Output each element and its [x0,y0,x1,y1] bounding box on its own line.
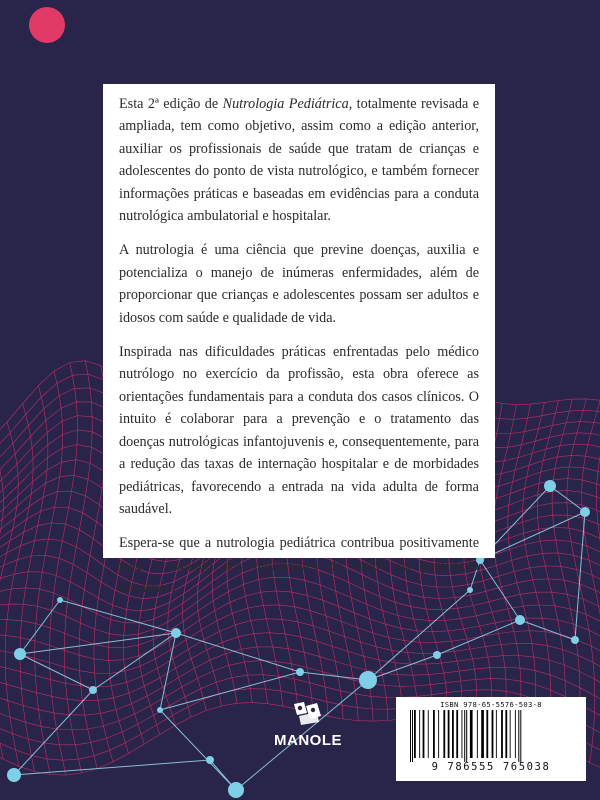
blurb-paragraph-1: Esta 2ª edição de Nutrologia Pediátrica, totalmente revisada e ampliada, tem como objetivo, assim como a edição anterior, auxiliar os profissionais de saúde que tratam de crianças e adolescentes do ponto de vista nutrológico, e também fornecer informações práticas e baseadas em evidências para a conduta nutrológica ambulatorial e hospitalar. [119,96,479,225]
barcode-box [396,697,586,781]
barcode-bar [518,710,519,762]
barcode-bar [419,710,420,758]
barcode-bar [462,710,463,758]
barcode-bar [448,710,450,758]
barcode-bar [477,710,478,758]
barcode-bar [501,710,503,758]
barcode-bar [414,710,416,758]
network-node [544,480,556,492]
book-title: Nutrologia Pediátrica [222,96,349,112]
accent-dot [29,7,65,43]
network-node [571,636,579,644]
network-node [206,756,214,764]
barcode-bar [410,710,411,762]
barcode-bar [428,710,429,758]
barcode-bar [438,710,439,758]
network-node [7,768,21,782]
barcode-bar [412,710,413,762]
barcode-bar [486,710,488,758]
barcode-bar [443,710,445,758]
barcode-bar [466,710,467,762]
network-node [89,686,97,694]
network-node [433,651,441,659]
barcode-bar [505,710,507,758]
network-node [171,628,181,638]
barcode-bar [470,710,473,758]
network-node [515,615,525,625]
barcode-bar [423,710,425,758]
network-node [296,668,304,676]
barcode-bar [433,710,435,758]
barcode-bar [510,710,511,758]
network-node [14,648,26,660]
barcode [402,710,580,762]
isbn-label: ISBN 978-65-5576-503-8 [440,700,542,709]
manole-logo-icon [291,700,325,726]
blurb-paragraph-3: Inspirada nas dificuldades práticas enfrentadas pelo médico nutrólogo no exercício da profissão, esta obra oferece as orientações fundamentais para a conduta dos casos clínicos. O intuito é colaborar para a prevenção e o tratamento das doenças nutrológicas infantojuvenis e, consequentemente, para a redução das taxas de internação hospitalar e de morbidades pediátricas, favorecendo a entrada na vida adulta de forma saudável. [119,344,479,517]
network-node [580,507,590,517]
blurb-paragraph-2: A nutrologia é uma ciência que previne doenças, auxilia e potencializa o manejo de inúmeras enfermidades, além de proporcionar que crianças e adolescentes possam ser adultos e idosos com saúde e qualidade de vida. [119,242,479,326]
barcode-number: 9 786555 765038 [431,761,551,773]
publisher-name: MANOLE [274,732,342,749]
back-cover-blurb [103,84,495,597]
barcode-bar [515,710,516,758]
barcode-bar [520,710,521,762]
barcode-bar [452,710,454,758]
barcode-bar [496,710,497,758]
network-node [228,782,244,798]
barcode-bar [456,710,458,758]
blurb-paragraph-4: Espera-se que a nutrologia pediátrica contribua positivamente para o avanço dos indicadores de saúde da população brasileira. [119,535,479,597]
publisher-logo [268,700,348,749]
barcode-bar [492,710,494,758]
network-node [359,671,377,689]
network-node [157,707,163,713]
network-node [57,597,63,603]
barcode-bar [481,710,484,758]
barcode-bar [464,710,465,762]
